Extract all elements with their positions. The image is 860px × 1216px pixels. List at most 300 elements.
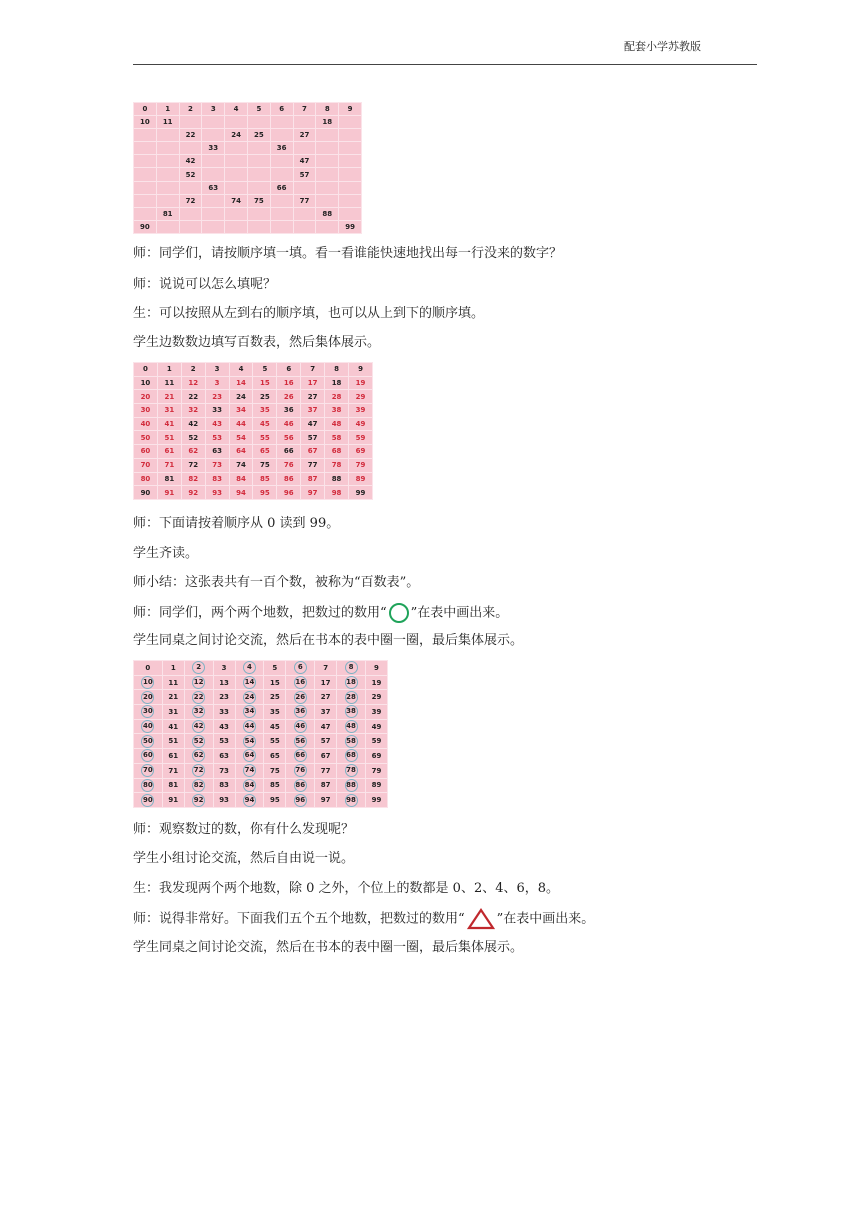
chart-cell xyxy=(184,661,213,676)
chart-cell xyxy=(270,129,293,142)
chart-cell xyxy=(134,749,163,764)
chart-cell xyxy=(339,142,362,155)
chart-cell xyxy=(184,690,213,705)
chart-cell: 86 xyxy=(277,472,301,486)
chart-cell: 7 xyxy=(315,661,337,676)
chart-cell: 79 xyxy=(365,763,387,778)
chart-cell: 55 xyxy=(253,431,277,445)
chart-cell: 31 xyxy=(157,404,181,418)
circled-number: 94 xyxy=(243,794,256,807)
chart-cell xyxy=(179,207,202,220)
chart-cell: 20 xyxy=(134,390,158,404)
chart-cell: 71 xyxy=(162,763,184,778)
chart-row xyxy=(134,390,373,404)
chart-cell xyxy=(134,129,157,142)
chart-cell: 19 xyxy=(365,675,387,690)
chart-cell: 23 xyxy=(213,690,235,705)
text-line xyxy=(133,603,508,623)
chart-cell: 81 xyxy=(162,778,184,793)
chart-cell: 33 xyxy=(202,142,225,155)
chart-cell: 19 xyxy=(349,376,373,390)
text-line xyxy=(133,908,594,930)
chart-cell: 85 xyxy=(264,778,286,793)
chart-cell: 87 xyxy=(301,472,325,486)
text-line: 学生同桌之间讨论交流，然后在书本的表中圈一圈，最后集体展示。 xyxy=(133,940,524,955)
chart-row xyxy=(134,404,373,418)
chart-cell: 88 xyxy=(325,472,349,486)
chart-cell: 60 xyxy=(134,445,158,459)
chart-cell xyxy=(134,793,163,808)
chart-cell xyxy=(270,116,293,129)
chart-cell: 75 xyxy=(247,194,270,207)
circled-number: 78 xyxy=(345,764,358,777)
chart-cell xyxy=(184,763,213,778)
chart-row xyxy=(134,155,362,168)
chart-cell: 63 xyxy=(205,445,229,459)
chart-cell: 5 xyxy=(264,661,286,676)
chart-cell xyxy=(235,749,264,764)
chart-cell: 90 xyxy=(134,486,158,500)
chart-cell: 65 xyxy=(253,445,277,459)
circled-number: 72 xyxy=(192,764,205,777)
text-line: 师：说说可以怎么填呢？ xyxy=(133,277,277,292)
chart-cell xyxy=(134,690,163,705)
chart-cell xyxy=(286,661,315,676)
chart-cell xyxy=(247,207,270,220)
chart-cell xyxy=(134,181,157,194)
circled-number: 92 xyxy=(192,794,205,807)
chart-cell: 7 xyxy=(301,363,325,377)
chart-cell: 21 xyxy=(157,390,181,404)
chart-cell xyxy=(179,220,202,233)
chart-cell: 15 xyxy=(264,675,286,690)
chart-row xyxy=(134,168,362,181)
text-line: 师小结：这张表共有一百个数，被称为“百数表”。 xyxy=(133,575,420,590)
chart-cell: 1 xyxy=(162,661,184,676)
chart-cell: 98 xyxy=(325,486,349,500)
chart-row xyxy=(134,778,388,793)
chart-cell: 25 xyxy=(247,129,270,142)
chart-cell: 3 xyxy=(202,103,225,116)
chart-cell: 13 xyxy=(213,675,235,690)
chart-cell: 25 xyxy=(264,690,286,705)
chart-cell xyxy=(235,793,264,808)
chart-cell: 6 xyxy=(270,103,293,116)
chart-cell xyxy=(202,129,225,142)
circled-number: 34 xyxy=(243,705,256,718)
circled-number: 50 xyxy=(141,735,154,748)
chart-cell xyxy=(337,778,366,793)
chart-cell: 56 xyxy=(277,431,301,445)
circled-number: 38 xyxy=(345,705,358,718)
circled-number: 28 xyxy=(345,691,358,704)
chart-cell: 66 xyxy=(277,445,301,459)
chart-cell xyxy=(286,749,315,764)
chart-cell: 99 xyxy=(365,793,387,808)
circled-number: 76 xyxy=(294,764,307,777)
chart-cell: 29 xyxy=(365,690,387,705)
chart-cell: 22 xyxy=(181,390,205,404)
chart-cell xyxy=(337,719,366,734)
chart-cell xyxy=(184,705,213,720)
chart-cell xyxy=(337,690,366,705)
circled-number: 8 xyxy=(345,661,358,674)
chart-cell: 24 xyxy=(225,129,248,142)
chart-cell xyxy=(293,220,316,233)
chart-cell: 17 xyxy=(301,376,325,390)
chart-cell: 89 xyxy=(349,472,373,486)
chart-cell: 85 xyxy=(253,472,277,486)
chart-cell xyxy=(184,778,213,793)
text-line: 学生齐读。 xyxy=(133,546,199,561)
chart-cell: 67 xyxy=(315,749,337,764)
chart-cell xyxy=(184,793,213,808)
circled-number: 88 xyxy=(345,779,358,792)
text-segment: 师：同学们，两个两个地数，把数过的数用“ xyxy=(133,605,387,621)
chart-cell: 73 xyxy=(213,763,235,778)
chart-cell: 0 xyxy=(134,103,157,116)
chart-cell xyxy=(247,181,270,194)
chart-cell xyxy=(225,168,248,181)
circled-number: 24 xyxy=(243,691,256,704)
chart-cell: 5 xyxy=(253,363,277,377)
circled-number: 62 xyxy=(192,749,205,762)
chart-cell xyxy=(316,142,339,155)
circled-number: 6 xyxy=(294,661,307,674)
chart-cell xyxy=(247,220,270,233)
chart-cell: 72 xyxy=(179,194,202,207)
chart-cell: 97 xyxy=(301,486,325,500)
chart-cell xyxy=(202,116,225,129)
chart-cell xyxy=(184,675,213,690)
circled-number: 52 xyxy=(192,735,205,748)
chart-cell: 51 xyxy=(157,431,181,445)
chart-cell: 24 xyxy=(229,390,253,404)
chart-cell: 6 xyxy=(277,363,301,377)
circled-number: 64 xyxy=(243,749,256,762)
circled-number: 96 xyxy=(294,794,307,807)
chart-cell: 92 xyxy=(181,486,205,500)
chart-cell: 57 xyxy=(293,168,316,181)
chart-row xyxy=(134,690,388,705)
chart-cell: 36 xyxy=(270,142,293,155)
chart-cell xyxy=(339,168,362,181)
chart-cell: 16 xyxy=(277,376,301,390)
chart-cell: 83 xyxy=(205,472,229,486)
chart-cell: 14 xyxy=(229,376,253,390)
circled-number: 60 xyxy=(141,749,154,762)
chart-cell xyxy=(134,763,163,778)
chart-cell: 34 xyxy=(229,404,253,418)
chart-cell: 11 xyxy=(162,675,184,690)
chart-row xyxy=(134,194,362,207)
chart-cell: 53 xyxy=(205,431,229,445)
chart-cell xyxy=(337,763,366,778)
chart-cell: 11 xyxy=(157,376,181,390)
chart-cell: 77 xyxy=(293,194,316,207)
chart-cell: 39 xyxy=(365,705,387,720)
chart-cell: 81 xyxy=(157,472,181,486)
text-segment: ”在表中画出来。 xyxy=(496,911,595,927)
chart-row xyxy=(134,749,388,764)
chart-header-row xyxy=(134,363,373,377)
chart-cell xyxy=(134,168,157,181)
circled-number: 58 xyxy=(345,735,358,748)
chart-cell xyxy=(134,207,157,220)
chart-cell xyxy=(202,168,225,181)
chart-cell: 22 xyxy=(179,129,202,142)
chart-cell: 95 xyxy=(264,793,286,808)
chart-cell: 83 xyxy=(213,778,235,793)
chart-cell xyxy=(270,220,293,233)
circled-number: 30 xyxy=(141,705,154,718)
circled-number: 18 xyxy=(345,676,358,689)
chart-cell xyxy=(316,155,339,168)
chart-cell: 27 xyxy=(301,390,325,404)
chart-cell: 0 xyxy=(134,661,163,676)
chart-cell: 52 xyxy=(181,431,205,445)
hundred-chart-partial xyxy=(133,102,362,234)
chart-cell: 43 xyxy=(213,719,235,734)
chart-cell xyxy=(235,690,264,705)
chart-cell: 23 xyxy=(205,390,229,404)
chart-cell: 93 xyxy=(205,486,229,500)
chart-cell: 89 xyxy=(365,778,387,793)
chart-cell xyxy=(337,749,366,764)
chart-cell xyxy=(184,719,213,734)
chart-cell: 40 xyxy=(134,417,158,431)
chart-cell xyxy=(179,116,202,129)
circled-number: 46 xyxy=(294,720,307,733)
chart-cell: 42 xyxy=(181,417,205,431)
chart-cell xyxy=(202,207,225,220)
chart-cell xyxy=(156,142,179,155)
chart-cell: 5 xyxy=(247,103,270,116)
chart-cell: 61 xyxy=(162,749,184,764)
chart-cell: 4 xyxy=(229,363,253,377)
page-header xyxy=(133,0,757,65)
chart-row xyxy=(134,376,373,390)
chart-cell: 26 xyxy=(277,390,301,404)
chart-cell: 29 xyxy=(349,390,373,404)
chart-cell xyxy=(293,116,316,129)
text-line: 生：可以按照从左到右的顺序填，也可以从上到下的顺序填。 xyxy=(133,306,485,321)
text-line: 师：观察数过的数，你有什么发现呢？ xyxy=(133,822,355,837)
chart-cell: 67 xyxy=(301,445,325,459)
chart-cell: 74 xyxy=(225,194,248,207)
chart-cell xyxy=(316,220,339,233)
circled-number: 32 xyxy=(192,705,205,718)
circled-number: 42 xyxy=(192,720,205,733)
circled-number: 10 xyxy=(141,676,154,689)
chart-cell: 35 xyxy=(264,705,286,720)
chart-cell: 35 xyxy=(253,404,277,418)
chart-cell: 76 xyxy=(277,458,301,472)
chart-cell xyxy=(134,155,157,168)
chart-cell xyxy=(179,181,202,194)
chart-cell: 31 xyxy=(162,705,184,720)
chart-cell: 59 xyxy=(365,734,387,749)
chart-cell xyxy=(286,763,315,778)
chart-row xyxy=(134,181,362,194)
chart-cell: 65 xyxy=(264,749,286,764)
chart-cell: 64 xyxy=(229,445,253,459)
chart-cell: 44 xyxy=(229,417,253,431)
chart-cell: 1 xyxy=(156,103,179,116)
chart-cell xyxy=(202,155,225,168)
chart-cell: 3 xyxy=(205,376,229,390)
hundred-chart-circled xyxy=(133,660,388,808)
chart-cell xyxy=(316,194,339,207)
chart-cell xyxy=(134,675,163,690)
chart-cell: 10 xyxy=(134,376,158,390)
chart-cell: 9 xyxy=(365,661,387,676)
chart-cell: 95 xyxy=(253,486,277,500)
chart-cell: 61 xyxy=(157,445,181,459)
chart-cell xyxy=(235,661,264,676)
chart-cell xyxy=(225,142,248,155)
chart-cell: 37 xyxy=(301,404,325,418)
chart-cell: 27 xyxy=(315,690,337,705)
chart-cell: 27 xyxy=(293,129,316,142)
chart-cell xyxy=(225,181,248,194)
chart-cell xyxy=(337,793,366,808)
chart-cell: 46 xyxy=(277,417,301,431)
chart-cell: 75 xyxy=(264,763,286,778)
chart-cell: 32 xyxy=(181,404,205,418)
chart-cell: 1 xyxy=(157,363,181,377)
chart-cell: 93 xyxy=(213,793,235,808)
chart-cell xyxy=(286,778,315,793)
chart-row xyxy=(134,129,362,142)
chart-cell xyxy=(235,734,264,749)
chart-row xyxy=(134,763,388,778)
chart-cell: 91 xyxy=(157,486,181,500)
chart-cell: 77 xyxy=(301,458,325,472)
chart-cell: 77 xyxy=(315,763,337,778)
chart-cell xyxy=(156,220,179,233)
chart-cell xyxy=(339,207,362,220)
chart-cell: 43 xyxy=(205,417,229,431)
chart-cell xyxy=(339,194,362,207)
chart-row xyxy=(134,431,373,445)
chart-row xyxy=(134,793,388,808)
chart-row xyxy=(134,207,362,220)
chart-cell xyxy=(270,155,293,168)
circled-number: 54 xyxy=(243,735,256,748)
circled-number: 12 xyxy=(192,676,205,689)
chart-row xyxy=(134,417,373,431)
chart-cell: 84 xyxy=(229,472,253,486)
chart-cell xyxy=(339,181,362,194)
chart-cell: 63 xyxy=(202,181,225,194)
chart-cell xyxy=(156,194,179,207)
chart-cell xyxy=(156,155,179,168)
chart-cell: 87 xyxy=(315,778,337,793)
circled-number: 68 xyxy=(345,749,358,762)
circled-number: 26 xyxy=(294,691,307,704)
text-line: 生：我发现两个两个地数，除 0 之外，个位上的数都是 0、2、4、6，8。 xyxy=(133,881,560,896)
chart-row xyxy=(134,142,362,155)
chart-cell xyxy=(293,142,316,155)
circled-number: 36 xyxy=(294,705,307,718)
header-brand: 配套小学苏教版 xyxy=(624,40,701,53)
chart-cell: 71 xyxy=(157,458,181,472)
chart-cell: 58 xyxy=(325,431,349,445)
chart-cell: 80 xyxy=(134,472,158,486)
chart-cell xyxy=(235,675,264,690)
chart-cell: 33 xyxy=(205,404,229,418)
chart-cell xyxy=(286,705,315,720)
green-circle-icon xyxy=(389,603,409,623)
circled-number: 14 xyxy=(243,676,256,689)
chart-row xyxy=(134,116,362,129)
chart-cell: 42 xyxy=(179,155,202,168)
chart-cell: 21 xyxy=(162,690,184,705)
chart-cell: 74 xyxy=(229,458,253,472)
chart-cell xyxy=(286,675,315,690)
chart-cell: 59 xyxy=(349,431,373,445)
chart-cell: 41 xyxy=(162,719,184,734)
chart-cell xyxy=(247,116,270,129)
chart-row xyxy=(134,220,362,233)
chart-cell xyxy=(293,181,316,194)
chart-cell: 30 xyxy=(134,404,158,418)
chart-cell: 41 xyxy=(157,417,181,431)
chart-cell xyxy=(134,778,163,793)
chart-cell xyxy=(316,168,339,181)
chart-cell xyxy=(235,778,264,793)
chart-cell: 73 xyxy=(205,458,229,472)
circled-number: 40 xyxy=(141,720,154,733)
chart-cell: 36 xyxy=(277,404,301,418)
chart-cell: 18 xyxy=(316,116,339,129)
chart-row xyxy=(134,734,388,749)
text-segment: 师：说得非常好。下面我们五个五个地数，把数过的数用“ xyxy=(133,911,465,927)
chart-cell xyxy=(337,661,366,676)
circled-number: 20 xyxy=(141,691,154,704)
chart-cell xyxy=(337,705,366,720)
red-triangle-icon xyxy=(467,908,495,930)
chart-cell xyxy=(316,181,339,194)
circled-number: 74 xyxy=(243,764,256,777)
chart-cell: 12 xyxy=(181,376,205,390)
chart-cell xyxy=(184,749,213,764)
chart-cell: 54 xyxy=(229,431,253,445)
chart-cell xyxy=(247,142,270,155)
chart-cell xyxy=(134,734,163,749)
chart-cell: 69 xyxy=(349,445,373,459)
chart-cell xyxy=(179,142,202,155)
chart-cell xyxy=(156,129,179,142)
chart-cell xyxy=(316,129,339,142)
circled-number: 98 xyxy=(345,794,358,807)
chart-cell: 3 xyxy=(213,661,235,676)
chart-cell xyxy=(339,155,362,168)
chart-cell xyxy=(156,181,179,194)
chart-cell: 82 xyxy=(181,472,205,486)
chart-cell: 33 xyxy=(213,705,235,720)
chart-row xyxy=(134,445,373,459)
chart-cell xyxy=(225,155,248,168)
chart-cell xyxy=(270,194,293,207)
chart-cell: 9 xyxy=(339,103,362,116)
chart-cell: 99 xyxy=(339,220,362,233)
chart-cell xyxy=(247,168,270,181)
chart-cell xyxy=(225,207,248,220)
chart-cell xyxy=(337,675,366,690)
chart-cell: 17 xyxy=(315,675,337,690)
